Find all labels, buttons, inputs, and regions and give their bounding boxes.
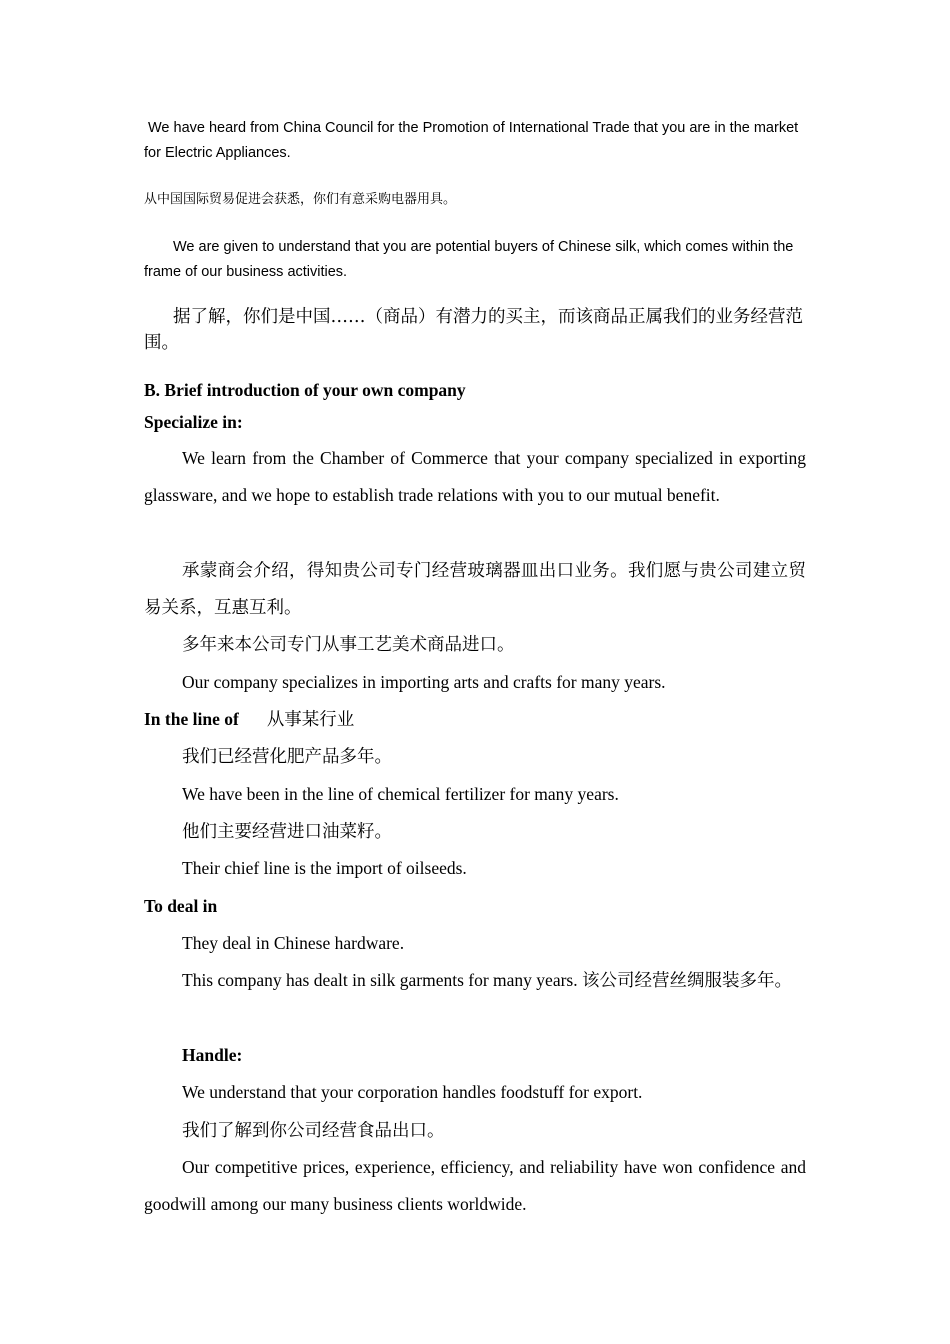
handle-heading: Handle: (182, 1045, 243, 1065)
handle-example-2-en: Our competitive prices, experience, efficiency, and reliability have won confidence and goodwill among our many business clients worldwide. (144, 1157, 806, 1214)
line-of-example-2-en: Their chief line is the import of oilseeds. (182, 858, 467, 878)
specialize-example-1-zh: 承蒙商会介绍，得知贵公司专门经营玻璃器皿出口业务。我们愿与贵公司建立贸易关系，互惠互利。 (144, 560, 806, 617)
specialize-example-1-en: We learn from the Chamber of Commerce that your company specialized in exporting glassware, and we hope to establish trade relations with you to our mutual benefit. (144, 448, 806, 505)
deal-in-example-1-en: They deal in Chinese hardware. (182, 933, 405, 953)
section-b-heading: B. Brief introduction of your own company (144, 380, 466, 400)
deal-in-example-2-zh: 该公司经营丝绸服装多年。 (581, 970, 792, 990)
line-of-example-2-zh: 他们主要经营进口油菜籽。 (182, 821, 392, 841)
line-of-heading: In the line of (144, 709, 239, 729)
line-of-example-1-en: We have been in the line of chemical fertilizer for many years. (182, 784, 619, 804)
handle-example-1-en: We understand that your corporation handles foodstuff for export. (182, 1082, 643, 1102)
intro-paragraph-1-en: We have heard from China Council for the Promotion of International Trade that you are in the market for Electric Appliances. (144, 120, 799, 161)
specialize-example-2-zh: 多年来本公司专门从事工艺美术商品进口。 (182, 634, 515, 654)
line-of-example-1-zh: 我们已经营化肥产品多年。 (182, 746, 392, 766)
intro-paragraph-2-zh: 据了解，你们是中国……（商品）有潜力的买主，而该商品正属我们的业务经营范围。 (144, 307, 803, 353)
line-of-heading-zh: 从事某行业 (266, 709, 355, 729)
intro-paragraph-1-zh: 从中国国际贸易促进会获悉，你们有意采购电器用具。 (144, 192, 457, 207)
handle-example-1-zh: 我们了解到你公司经营食品出口。 (182, 1120, 445, 1140)
deal-in-heading: To deal in (144, 896, 218, 916)
deal-in-example-2-en: This company has dealt in silk garments for many years. (182, 970, 578, 990)
intro-paragraph-2-en: We are given to understand that you are potential buyers of Chinese silk, which comes within the frame of our business activities. (144, 239, 794, 280)
line-of-heading-row (144, 701, 806, 738)
specialize-in-heading: Specialize in: (144, 412, 243, 432)
deal-in-example-2 (144, 962, 806, 999)
specialize-example-2-en: Our company specializes in importing arts and crafts for many years. (182, 672, 666, 692)
